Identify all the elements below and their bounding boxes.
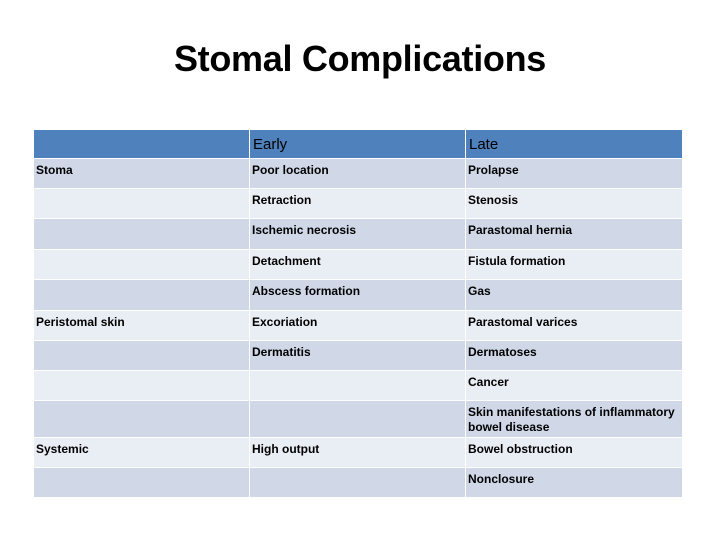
late-cell: Bowel obstruction [466, 438, 683, 468]
late-cell: Dermatoses [466, 341, 683, 371]
late-cell: Gas [466, 280, 683, 311]
late-cell: Cancer [466, 371, 683, 401]
table-row [34, 219, 683, 250]
early-cell: Poor location [250, 159, 466, 189]
late-cell: Fistula formation [466, 250, 683, 280]
category-cell [34, 250, 250, 280]
late-cell: Prolapse [466, 159, 683, 189]
early-cell: Detachment [250, 250, 466, 280]
category-cell [34, 189, 250, 219]
header-category [34, 130, 250, 159]
table-row [34, 371, 683, 401]
late-cell: Skin manifestations of inflammatory bowel disease [466, 401, 683, 438]
early-cell: Dermatitis [250, 341, 466, 371]
early-cell: High output [250, 438, 466, 468]
table-row [34, 189, 683, 219]
table-header-row [34, 130, 683, 159]
table-row [34, 280, 683, 311]
table-row [34, 438, 683, 468]
category-cell [34, 371, 250, 401]
early-cell: Excoriation [250, 311, 466, 341]
complications-table [33, 129, 683, 498]
late-cell: Stenosis [466, 189, 683, 219]
table-row [34, 311, 683, 341]
early-cell [250, 468, 466, 498]
table-row [34, 250, 683, 280]
early-cell [250, 371, 466, 401]
header-late: Late [466, 130, 683, 159]
category-cell: Systemic [34, 438, 250, 468]
category-cell [34, 280, 250, 311]
late-cell: Nonclosure [466, 468, 683, 498]
category-cell [34, 341, 250, 371]
category-cell [34, 401, 250, 438]
early-cell [250, 401, 466, 438]
late-cell: Parastomal varices [466, 311, 683, 341]
early-cell: Ischemic necrosis [250, 219, 466, 250]
early-cell: Retraction [250, 189, 466, 219]
early-cell: Abscess formation [250, 280, 466, 311]
category-cell: Peristomal skin [34, 311, 250, 341]
table-row [34, 468, 683, 498]
page-title: Stomal Complications [173, 38, 547, 79]
table-row [34, 159, 683, 189]
late-cell: Parastomal hernia [466, 219, 683, 250]
table-row [34, 401, 683, 438]
header-early: Early [250, 130, 466, 159]
category-cell [34, 468, 250, 498]
category-cell [34, 219, 250, 250]
category-cell: Stoma [34, 159, 250, 189]
table-row [34, 341, 683, 371]
